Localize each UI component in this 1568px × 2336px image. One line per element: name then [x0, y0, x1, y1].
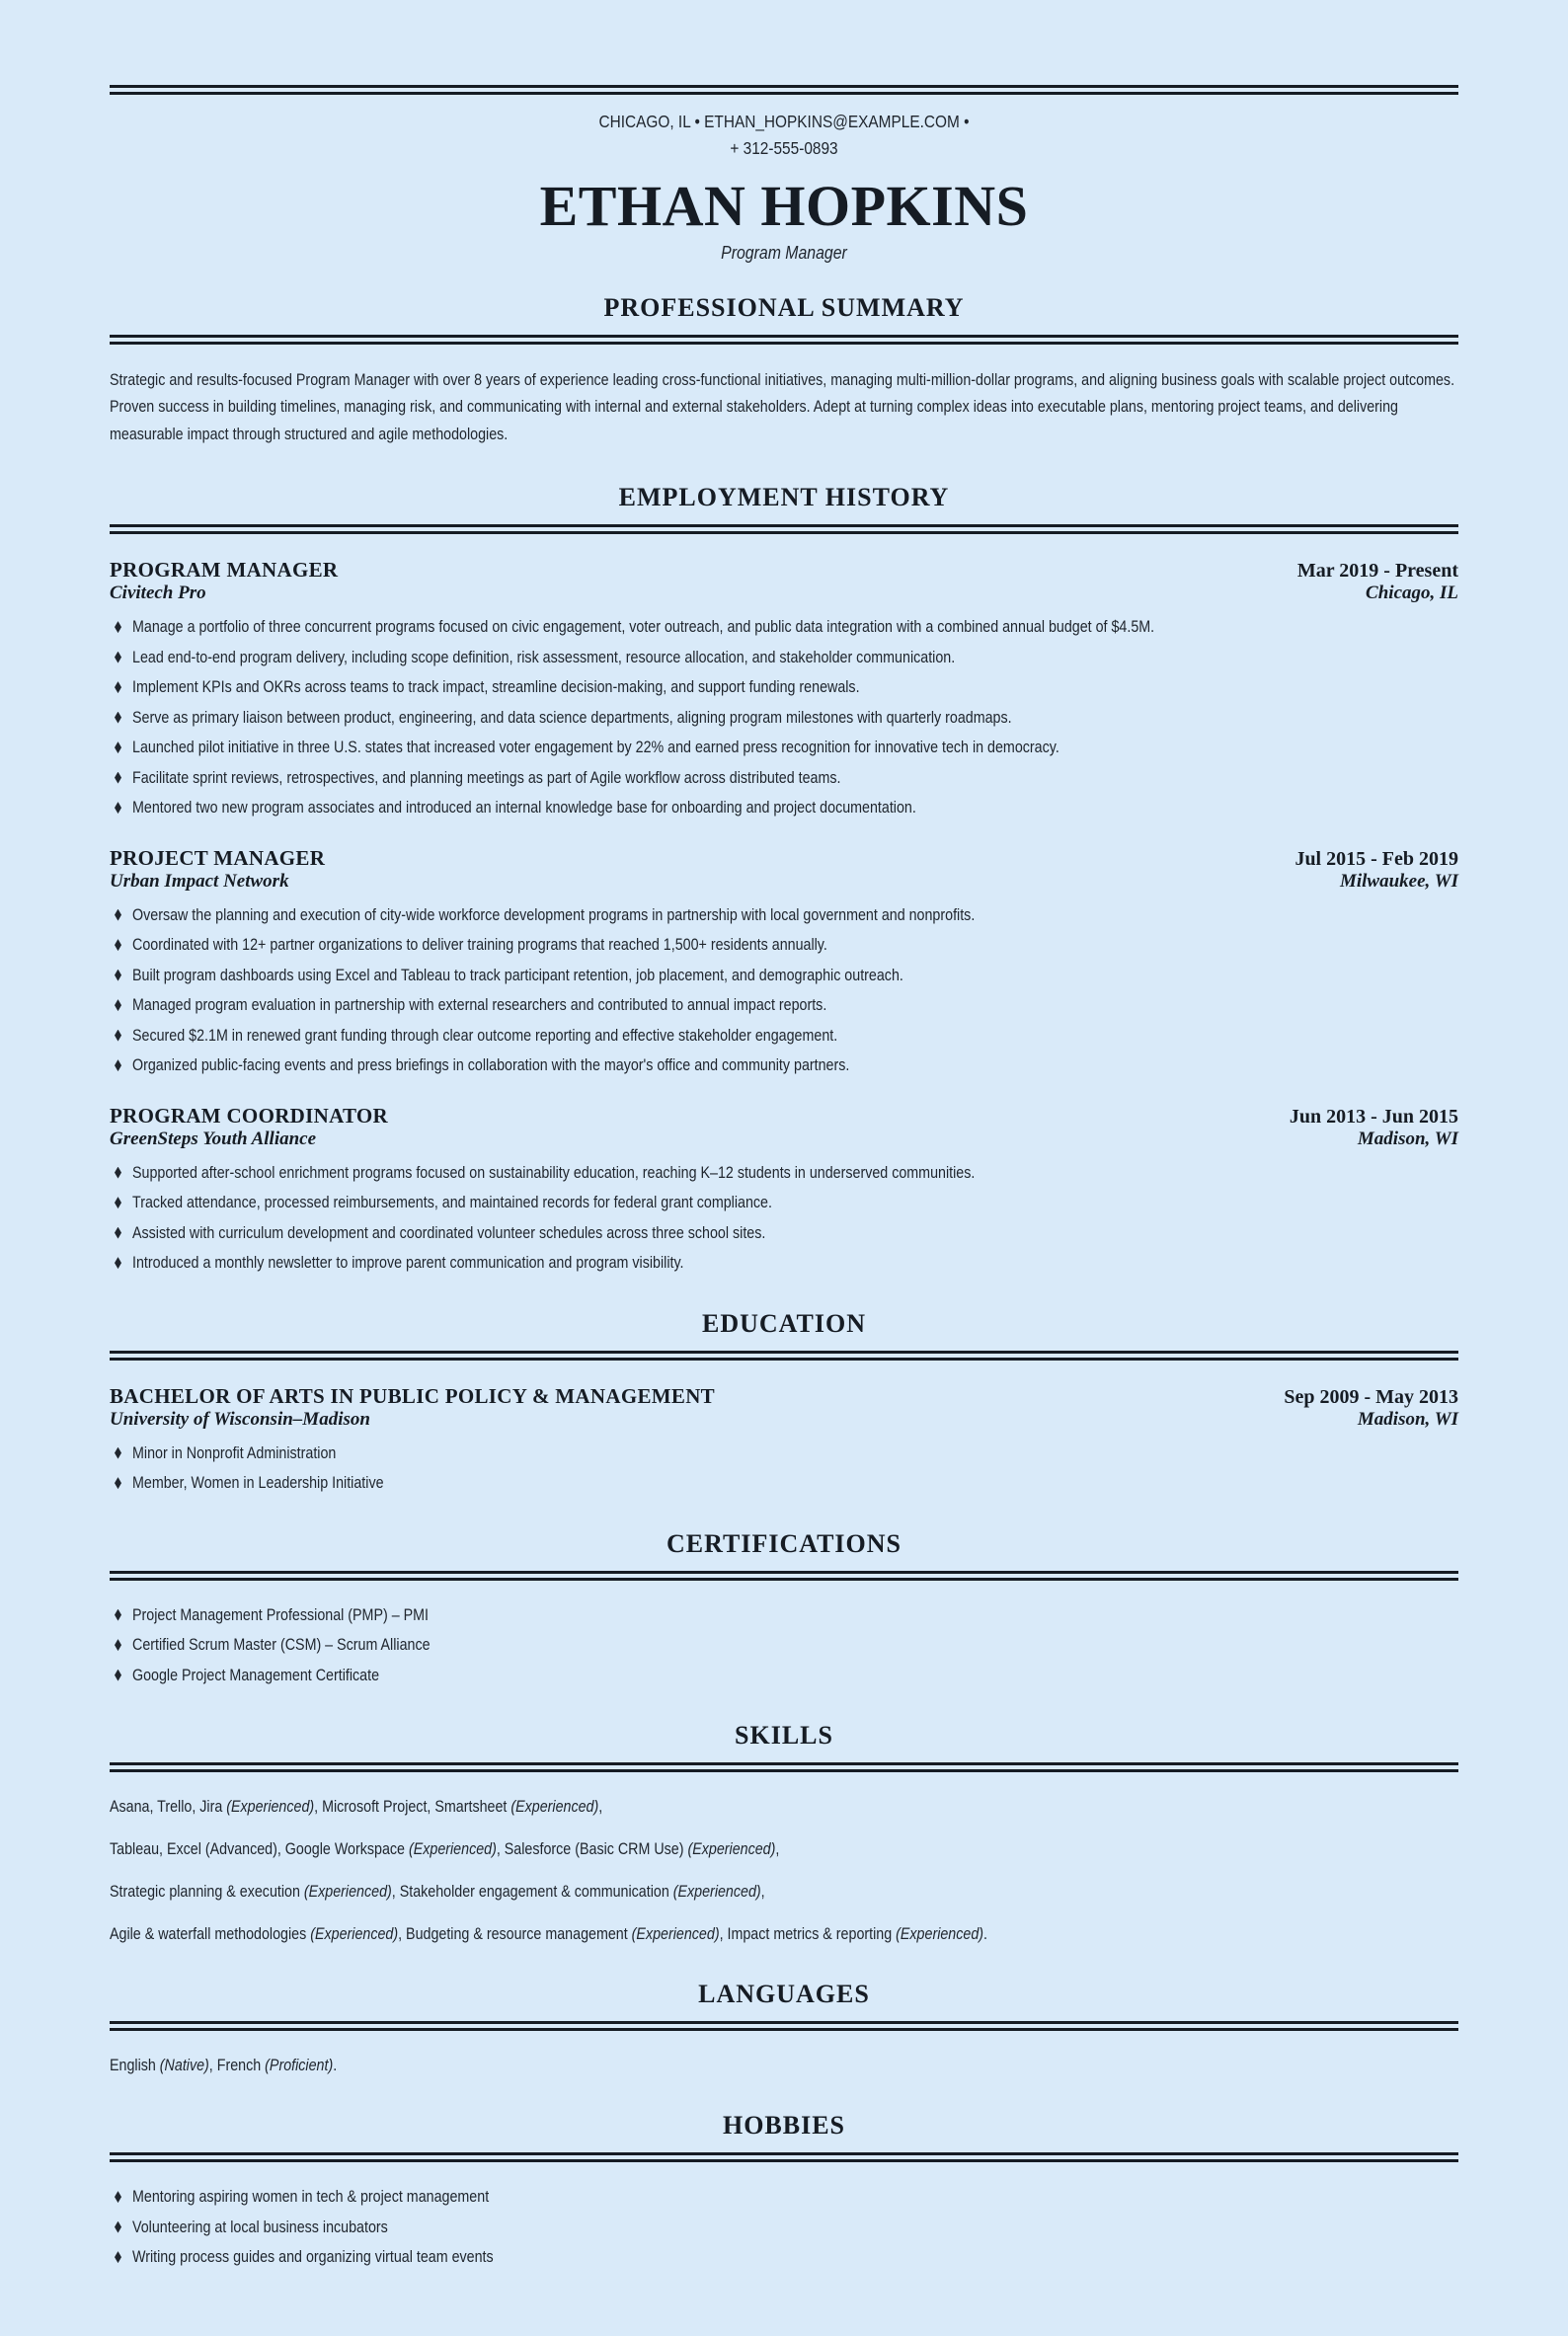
skills-segment: . — [983, 1924, 988, 1944]
job-dates: Mar 2019 - Present — [1296, 560, 1458, 583]
bullet-item — [110, 767, 1458, 789]
bullet-item — [110, 737, 1458, 758]
languages-heading: LANGUAGES — [698, 1980, 870, 2009]
candidate-name: ETHAN HOPKINS — [539, 174, 1029, 238]
job-title-row — [110, 1104, 1458, 1129]
bullet-diamond-icon — [115, 909, 121, 921]
section-professional-summary — [110, 293, 1458, 448]
section-skills — [110, 1721, 1458, 1944]
job-title: PROGRAM MANAGER — [110, 558, 339, 583]
bullet-diamond-icon — [115, 621, 121, 633]
bullet-diamond-icon — [115, 1477, 121, 1489]
bullet-text: Volunteering at local business incubators — [132, 2217, 388, 2236]
school-name: University of Wisconsin–Madison — [110, 1408, 370, 1430]
bullet-text: Built program dashboards using Excel and Tableau to track participant retention, job placement, and demographic outreach. — [132, 965, 903, 984]
education-heading: EDUCATION — [702, 1308, 866, 1338]
bullet-diamond-icon — [115, 1639, 121, 1651]
skills-segment: (Experienced) — [510, 1797, 599, 1817]
bullet-diamond-icon — [115, 1609, 121, 1621]
job-title-row — [110, 558, 1458, 583]
skills-segment: , Microsoft Project, Smartsheet — [314, 1797, 511, 1817]
bullet-text: Google Project Management Certificate — [132, 1665, 380, 1684]
bullet-diamond-icon — [115, 1227, 121, 1239]
job-company-row — [110, 583, 1458, 604]
bullet-text: Organized public-facing events and press briefings in collaboration with the mayor's office and community partners. — [132, 1055, 850, 1075]
bullet-diamond-icon — [115, 1447, 121, 1459]
bullet-text: Tracked attendance, processed reimbursements, and maintained records for federal grant compliance. — [132, 1193, 772, 1212]
skills-segment: (Experienced) — [226, 1797, 315, 1817]
bullet-diamond-icon — [115, 1030, 121, 1042]
job-bullet-list — [110, 904, 1458, 1076]
bullet-diamond-icon — [115, 772, 121, 784]
bullet-text: Manage a portfolio of three concurrent programs focused on civic engagement, voter outreach, and public data integration with a combined annual budget of $4.5M. — [132, 617, 1155, 637]
bullet-item — [110, 1192, 1458, 1213]
bullet-item — [110, 1222, 1458, 1244]
contact-line-1: CHICAGO, IL • ETHAN_HOPKINS@EXAMPLE.COM • — [598, 112, 970, 131]
bullet-item — [110, 1162, 1458, 1184]
bullet-item — [110, 1252, 1458, 1274]
degree-row — [110, 1384, 1458, 1409]
bullet-item — [110, 1472, 1458, 1494]
bullet-item — [110, 904, 1458, 926]
bullet-text: Mentoring aspiring women in tech & project management — [132, 2187, 490, 2207]
bullet-text: Secured $2.1M in renewed grant funding through clear outcome reporting and effective stakeholder engagement. — [132, 1025, 838, 1045]
bullet-diamond-icon — [115, 1257, 121, 1269]
skills-line — [110, 1923, 1457, 1944]
job-location: Milwaukee, WI — [1339, 870, 1458, 892]
employment-heading: EMPLOYMENT HISTORY — [618, 483, 950, 512]
bullet-text: Lead end-to-end program delivery, including scope definition, risk assessment, resource allocation, and stakeholder communication. — [132, 647, 956, 666]
skills-segment: (Experienced) — [631, 1924, 720, 1944]
job-title: PROGRAM COORDINATOR — [110, 1103, 389, 1128]
certification-item — [110, 1634, 1458, 1656]
bullet-item — [110, 965, 1458, 986]
bullet-diamond-icon — [115, 999, 121, 1011]
bullet-text: Supported after-school enrichment programs focused on sustainability education, reaching K–12 students in underserved communities. — [132, 1162, 976, 1182]
bullet-item — [110, 994, 1458, 1016]
skills-segment: Strategic planning & execution — [110, 1882, 304, 1902]
bullet-diamond-icon — [115, 1059, 121, 1071]
bullet-text: Certified Scrum Master (CSM) – Scrum Alliance — [132, 1635, 431, 1655]
certification-item — [110, 1604, 1458, 1626]
bullet-diamond-icon — [115, 652, 121, 663]
skills-line — [110, 1838, 1457, 1859]
skills-segment: , Impact metrics & reporting — [719, 1924, 897, 1944]
hobby-item — [110, 2186, 1458, 2208]
bullet-diamond-icon — [115, 970, 121, 981]
skills-segment: (Experienced) — [408, 1839, 497, 1859]
job-bullet-list — [110, 1162, 1458, 1274]
summary-text: Strategic and results-focused Program Manager with over 8 years of experience leading cross-functional initiatives, managing multi-million-dollar programs, and aligning business goals with scalable project outcomes. Proven success in building timelines, managing risk, and communicating with internal and external stakeholders. Adept at turning complex ideas into executable plans, mentoring project teams, and delivering measurable impact through structured and agile methodologies. — [110, 369, 1455, 443]
bullet-diamond-icon — [115, 2221, 121, 2233]
bullet-item — [110, 616, 1458, 638]
skills-segment: , — [598, 1797, 603, 1817]
section-divider — [110, 1762, 1458, 1772]
education-bullet-list — [110, 1442, 1458, 1494]
bullet-text: Minor in Nonprofit Administration — [132, 1442, 337, 1462]
bullet-diamond-icon — [115, 939, 121, 951]
job-block — [110, 1104, 1458, 1274]
section-certifications — [110, 1529, 1458, 1686]
candidate-title: Program Manager — [721, 242, 847, 263]
language-segment: (Proficient) — [265, 2056, 334, 2075]
bullet-item — [110, 1054, 1458, 1076]
job-company: Civitech Pro — [110, 583, 206, 604]
bullet-diamond-icon — [115, 712, 121, 724]
bullet-text: Oversaw the planning and execution of city-wide workforce development programs in partnership with local government and nonprofits. — [132, 904, 976, 924]
bullet-item — [110, 797, 1458, 818]
language-segment: . — [333, 2056, 338, 2075]
section-divider — [110, 2152, 1458, 2162]
section-divider — [110, 524, 1458, 534]
job-company-row — [110, 871, 1458, 893]
skills-segment: (Experienced) — [896, 1924, 984, 1944]
bullet-text: Coordinated with 12+ partner organizations to deliver training programs that reached 1,500+ residents annually. — [132, 935, 827, 955]
job-block — [110, 846, 1458, 1076]
job-location: Madison, WI — [1357, 1128, 1458, 1149]
resume-page — [110, 0, 1458, 2336]
hobby-item — [110, 2246, 1458, 2268]
section-divider — [110, 1351, 1458, 1361]
bullet-diamond-icon — [115, 1670, 121, 1681]
bullet-diamond-icon — [115, 741, 121, 753]
skills-heading: SKILLS — [735, 1721, 833, 1751]
bullet-item — [110, 1025, 1458, 1047]
school-row — [110, 1409, 1458, 1431]
section-languages — [110, 1980, 1458, 2075]
bullet-diamond-icon — [115, 681, 121, 693]
job-company-row — [110, 1129, 1458, 1150]
bullet-text: Mentored two new program associates and introduced an internal knowledge base for onboarding and project documentation. — [132, 798, 916, 818]
education-block — [110, 1384, 1458, 1494]
job-bullet-list — [110, 616, 1458, 818]
certification-item — [110, 1665, 1458, 1686]
bullet-text: Implement KPIs and OKRs across teams to track impact, streamline decision-making, and support funding renewals. — [132, 677, 860, 697]
bullet-diamond-icon — [115, 1197, 121, 1208]
bullet-item — [110, 647, 1458, 668]
job-location: Chicago, IL — [1366, 583, 1458, 604]
skills-segment: Tableau, Excel (Advanced), Google Workspace — [110, 1839, 409, 1859]
skills-segment: Asana, Trello, Jira — [110, 1797, 227, 1817]
bullet-text: Writing process guides and organizing virtual team events — [132, 2247, 494, 2267]
job-dates: Jun 2013 - Jun 2015 — [1289, 1105, 1458, 1128]
bullet-text: Introduced a monthly newsletter to improve parent communication and program visibility. — [132, 1253, 684, 1273]
skills-segment: (Experienced) — [303, 1882, 392, 1902]
bullet-item — [110, 707, 1458, 729]
top-divider — [110, 85, 1458, 95]
skills-segment: Agile & waterfall methodologies — [110, 1924, 311, 1944]
bullet-item — [110, 934, 1458, 956]
bullet-text: Managed program evaluation in partnership with external researchers and contributed to annual impact reports. — [132, 995, 827, 1015]
school-location: Madison, WI — [1357, 1408, 1458, 1430]
degree-dates: Sep 2009 - May 2013 — [1284, 1385, 1458, 1408]
bullet-diamond-icon — [115, 1167, 121, 1179]
skills-segment: , Budgeting & resource management — [398, 1924, 632, 1944]
skills-segment: , Salesforce (Basic CRM Use) — [496, 1839, 688, 1859]
certifications-heading: CERTIFICATIONS — [666, 1528, 902, 1558]
hobby-item — [110, 2217, 1458, 2238]
contact-line-2: + 312-555-0893 — [730, 138, 838, 158]
bullet-item — [110, 1442, 1458, 1464]
skills-segment: (Experienced) — [672, 1882, 761, 1902]
job-block — [110, 558, 1458, 818]
job-title: PROJECT MANAGER — [110, 845, 326, 870]
skills-segment: , — [775, 1839, 780, 1859]
skills-line — [110, 1881, 1457, 1902]
summary-heading: PROFESSIONAL SUMMARY — [603, 292, 965, 322]
certifications-list — [110, 1604, 1458, 1686]
language-segment: , French — [208, 2056, 266, 2075]
skills-segment: , — [760, 1882, 765, 1902]
languages-line — [110, 2055, 1457, 2075]
job-title-row — [110, 846, 1458, 871]
section-education — [110, 1309, 1458, 1494]
bullet-text: Project Management Professional (PMP) – PMI — [132, 1604, 430, 1624]
bullet-text: Facilitate sprint reviews, retrospectives, and planning meetings as part of Agile workflow across distributed teams. — [132, 767, 841, 787]
skills-segment: , Stakeholder engagement & communication — [391, 1882, 673, 1902]
section-divider — [110, 2021, 1458, 2031]
job-company: Urban Impact Network — [110, 870, 289, 892]
bullet-diamond-icon — [115, 802, 121, 814]
job-dates: Jul 2015 - Feb 2019 — [1294, 847, 1458, 870]
section-employment-history — [110, 483, 1458, 1274]
bullet-text: Assisted with curriculum development and coordinated volunteer schedules across three school sites. — [132, 1222, 766, 1242]
skills-segment: (Experienced) — [310, 1924, 399, 1944]
bullet-text: Member, Women in Leadership Initiative — [132, 1473, 384, 1493]
section-divider — [110, 1571, 1458, 1581]
hobbies-heading: HOBBIES — [722, 2111, 846, 2141]
hobbies-list — [110, 2186, 1458, 2268]
language-segment: English — [110, 2056, 160, 2075]
skills-segment: (Experienced) — [687, 1839, 776, 1859]
section-divider — [110, 335, 1458, 345]
resume-header — [110, 109, 1458, 264]
job-company: GreenSteps Youth Alliance — [110, 1128, 317, 1149]
section-hobbies — [110, 2111, 1458, 2268]
bullet-diamond-icon — [115, 2191, 121, 2203]
skills-line — [110, 1796, 1457, 1817]
bullet-text: Serve as primary liaison between product, engineering, and data science departments, aligning program milestones with quarterly roadmaps. — [132, 707, 1012, 727]
bullet-text: Launched pilot initiative in three U.S. states that increased voter engagement by 22% and earned press recognition for innovative tech in democracy. — [132, 738, 1059, 757]
bullet-item — [110, 676, 1458, 698]
bullet-diamond-icon — [115, 2251, 121, 2263]
degree-title: BACHELOR OF ARTS IN PUBLIC POLICY & MANAGEMENT — [110, 1383, 715, 1408]
language-segment: (Native) — [159, 2056, 209, 2075]
